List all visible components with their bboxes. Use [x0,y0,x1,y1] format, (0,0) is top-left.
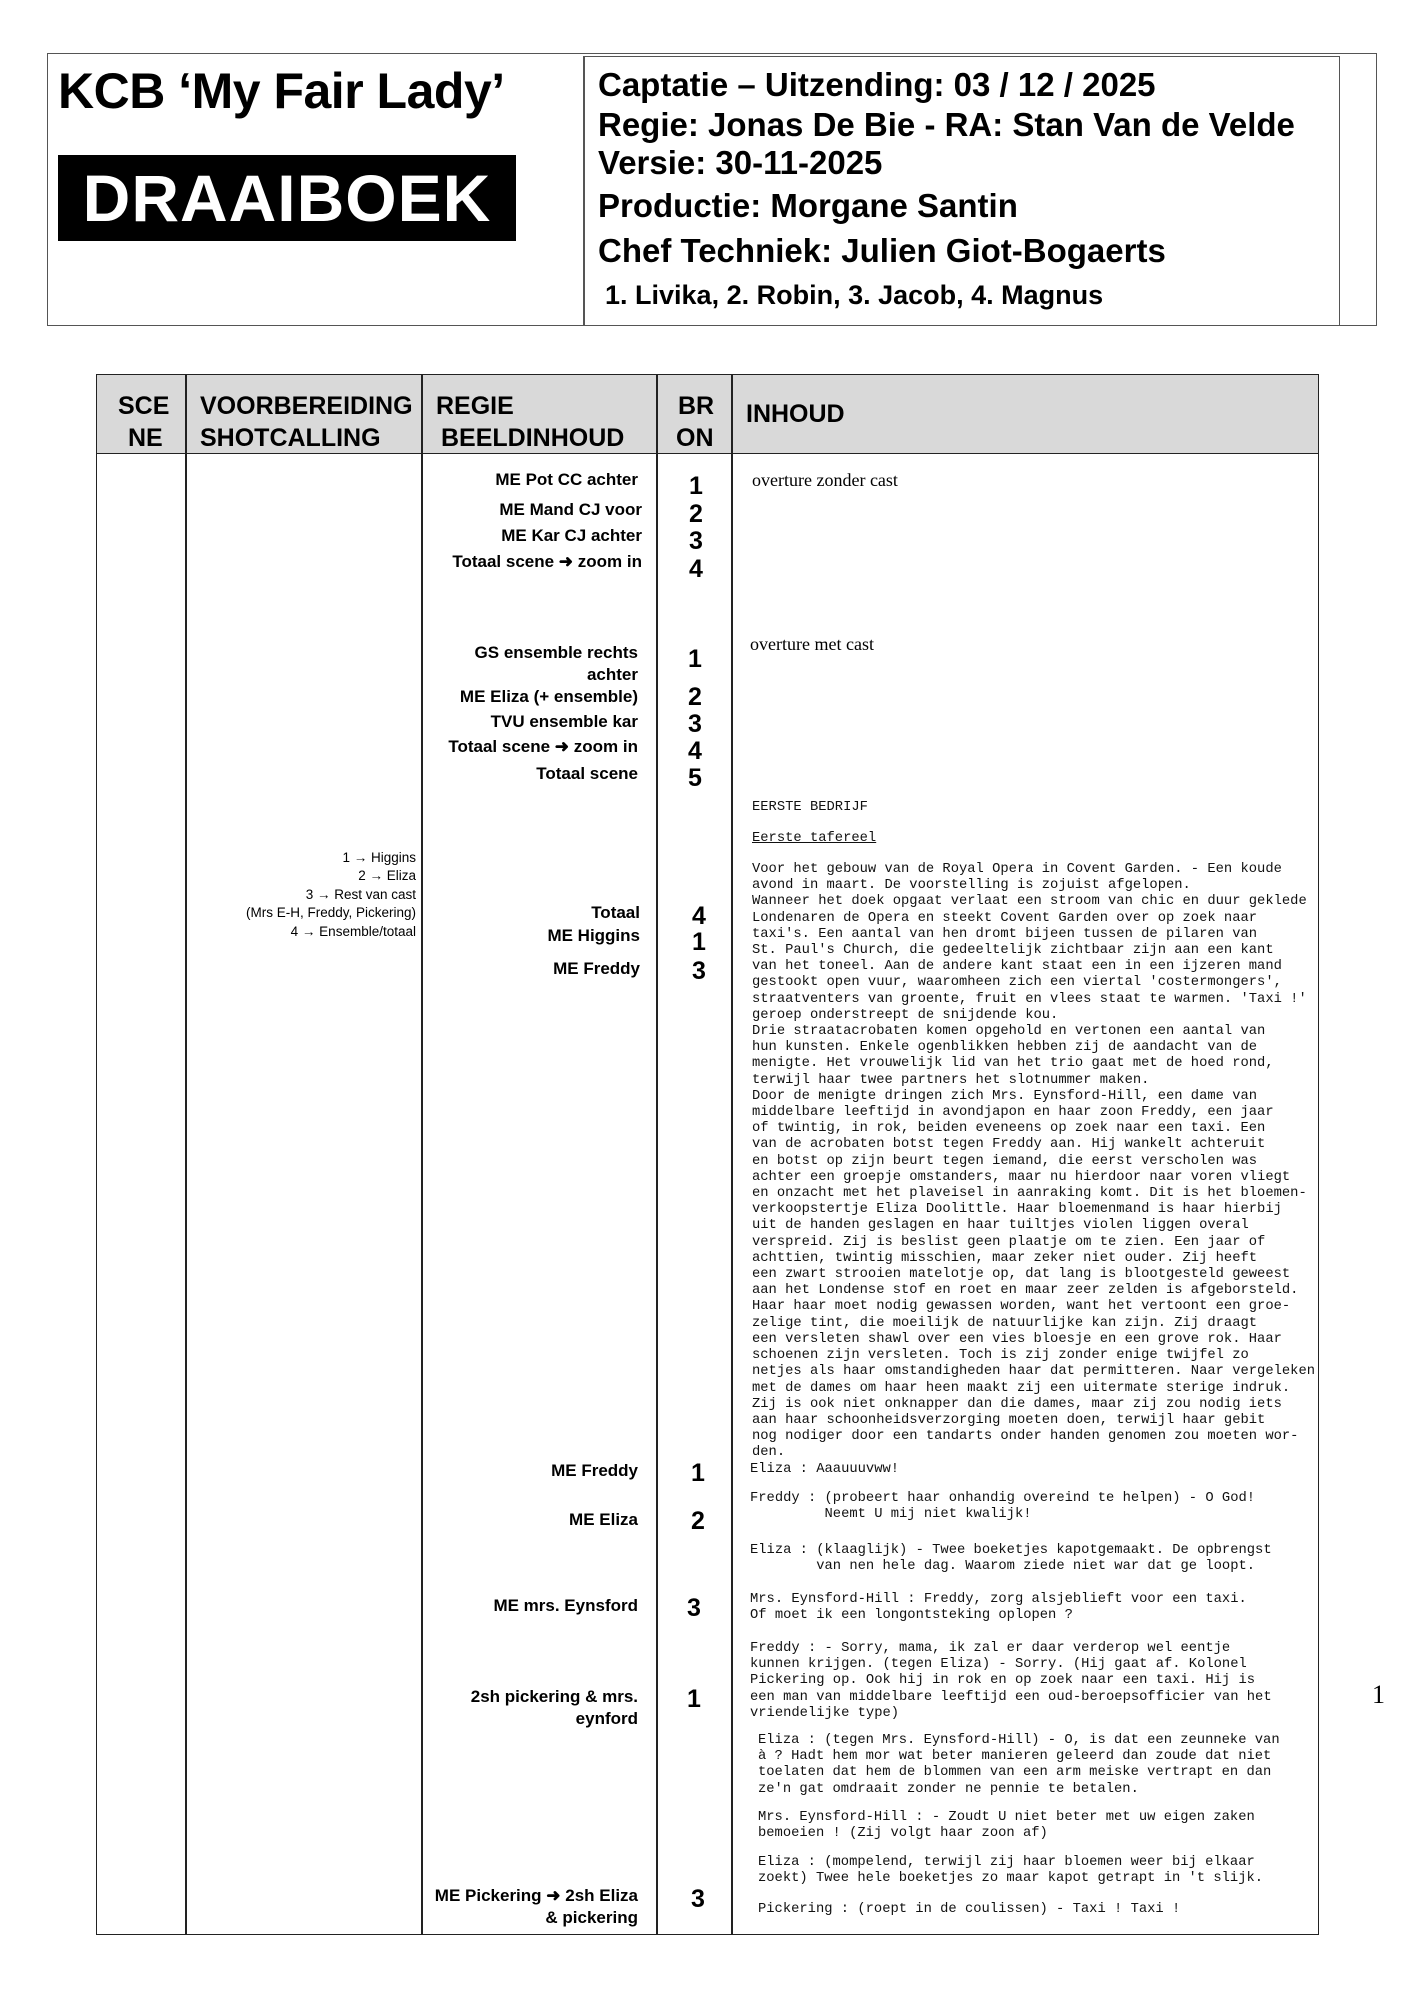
shot-label: ME Freddy [553,959,640,978]
shot-label: eynford [575,1709,638,1728]
versie-line: Versie: 30-11-2025 [598,144,883,181]
camera-operators-line: 1. Livika, 2. Robin, 3. Jacob, 4. Magnus [605,280,1104,310]
shot-label: Totaal scene [536,764,638,783]
camera-number: 3 [688,710,702,738]
column-divider [731,375,733,1934]
shot-label: Totaal scene ➜ zoom in [452,552,642,571]
script-line: Eliza : (klaaglijk) - Twee boeketjes kapotgemaakt. De opbrengst van nen hele dag. Waarom ziede niet war dat ge loopt. [750,1543,1272,1575]
shot-label: 2sh pickering & mrs. [470,1687,638,1706]
shot-label: ME Higgins [547,926,640,945]
camera-number: 3 [691,1885,705,1913]
script-line: Mrs. Eynsford-Hill : Freddy, zorg alsjeblieft voor een taxi. Of moet ik een longontsteking oplopen ? [750,1592,1247,1624]
column-header-prep: VOORBEREIDING [200,392,413,420]
shot-label: achter [586,665,638,684]
shot-label: ME Eliza [569,1510,638,1529]
scene-heading: Eerste tafereel [752,831,877,846]
shot-label: ME Mand CJ voor [499,500,642,519]
shot-label: TVU ensemble kar [490,712,638,731]
script-line: Pickering : (roept in de coulissen) - Taxi ! Taxi ! [758,1902,1181,1917]
captatie-line: Captatie – Uitzending: 03 / 12 / 2025 [598,66,1156,103]
shotcalling-note: 3 → Rest van cast [305,887,416,902]
camera-number: 4 [688,737,702,765]
column-header-scene: NE [128,424,163,452]
column-header-bron: ON [676,424,714,452]
column-header-prep: SHOTCALLING [200,424,381,452]
act-heading: EERSTE BEDRIJF [752,800,868,815]
shotcalling-note: (Mrs E-H, Freddy, Pickering) [245,905,416,920]
shot-label: ME Pickering ➜ 2sh Eliza [434,1886,638,1905]
productie-line: Productie: Morgane Santin [598,187,1018,224]
camera-number: 2 [691,1507,705,1535]
shotcalling-note: 2 → Eliza [358,868,416,883]
camera-number: 2 [688,683,702,711]
camera-number: 3 [687,1594,701,1622]
shot-label: ME Freddy [551,1461,638,1480]
regie-line: Regie: Jonas De Bie - RA: Stan Van de Velde [598,106,1295,143]
camera-number: 1 [691,1459,705,1487]
script-line: Eliza : (tegen Mrs. Eynsford-Hill) - O, is dat een zeunneke van à ? Hadt hem mor wat beter manieren geleerd dan zoude dat niet toelaten dat hem de blommen van een arm meiske vertrapt en dan ze'n gat omdraait zonder ne pennie te betalen. [758,1733,1280,1797]
document-title: KCB ‘My Fair Lady’ [58,63,505,119]
camera-number: 3 [689,527,703,555]
chef-techniek-line: Chef Techniek: Julien Giot-Bogaerts [598,232,1166,269]
stage-direction: Voor het gebouw van de Royal Opera in Covent Garden. - Een koude avond in maart. De voorstelling is zojuist afgelopen. Wanneer het doek opgaat verlaat een stroom van chic en duur geklede Londenaren de Opera en steekt Covent Garden over op zoek naar taxi's. Een aantal van hen dromt bijeen tussen de pilaren van St. Paul's Church, die gedeeltelijk zichtbaar zijn aan een kant van het toneel. Aan de andere kant staat een in een ijzeren mand gestookt open vuur, waaromheen zich een viertal 'costermongers', straatventers van groente, fruit en vlees staat te warmen. 'Taxi !' geroep onderstreept de snijdende kou. Drie straatacrobaten komen opgehold en vertonen een aantal van hun kunsten. Enkele ogenblikken hebben zij de aandacht van de menigte. Het vrouwelijk lid van het trio gaat met de hoed rond, terwijl haar twee partners het slotnummer maken. Door de menigte dringen zich Mrs. Eynsford-Hill, een dame van middelbare leeftijd in avondjapon en haar zoon Freddy, een jaar of twintig, in rok, beiden eveneens op zoek naar een taxi. Een van de acrobaten botst tegen Freddy aan. Hij wankelt achteruit en botst op zijn beurt tegen iemand, die eerst verscholen was achter een groepje omstanders, maar nu hierdoor naar voren vliegt en onzacht met het plaveisel in aanraking komt. Dit is het bloemen- verkoopstertje Eliza Doolittle. Haar bloemenmand is haar hierbij uit de handen geslagen en haar tuiltjes violen liggen overal verspreid. Zij is beslist geen plaatje om te zien. Een jaar of achttien, twintig misschien, maar zeker niet ouder. Zij heeft een zwart strooien matelotje op, dat lang is blootgesteld geweest aan het Londense stof en roet en maar zeer zelden is afgeborsteld. Haar haar moet nodig gewassen worden, want het vertoont een groe- zelige tint, die moeilijk de natuurlijke kan zijn. Zij draagt een versleten shawl over een vies bloesje en een grove rok. Haar schoenen zijn versleten. Toch is zij zonder enige twijfel zo netjes als haar omstandigheden haar dat permitteren. Naar vergeleken met de dames om haar heen maakt zij een uitermate sterige indruk. Zij is ook niet onknapper dan die dames, maar zij zou nodig iets aan haar schoonheidsverzorging moeten doen, terwijl haar gebit nog nodiger door een tandarts onder handen genomen zou moeten wor- den. [752,862,1316,1461]
shotcalling-note: 4 → Ensemble/totaal [290,924,416,939]
content-note: overture zonder cast [752,470,898,490]
column-header-inhoud: INHOUD [746,400,845,428]
column-header-scene: SCE [118,392,170,420]
camera-number: 4 [689,555,703,583]
column-header-bron: BR [678,392,715,420]
column-divider [656,375,658,1934]
camera-number: 4 [692,902,706,930]
shot-label: GS ensemble rechts [474,643,638,662]
column-header-regie: BEELDINHOUD [441,424,625,452]
shot-label: ME Kar CJ achter [501,526,642,545]
shotcalling-note: 1 → Higgins [342,850,416,865]
camera-number: 2 [689,500,703,528]
column-divider [185,375,187,1934]
script-line: Freddy : - Sorry, mama, ik zal er daar verderop wel eentje kunnen krijgen. (tegen Eliza) - Sorry. (Hij gaat af. Kolonel Pickering op. Ook hij in rok en op zoek naar een taxi. Hij is een man van middelbare leeftijd een oud-beroepsofficier van het vriendelijke type) [750,1641,1272,1721]
script-line: Mrs. Eynsford-Hill : - Zoudt U niet beter met uw eigen zaken bemoeien ! (Zij volgt haar zoon af) [758,1810,1255,1842]
content-note: overture met cast [750,634,874,654]
shot-label: ME Pot CC achter [495,470,638,489]
shot-label: ME Eliza (+ ensemble) [459,687,638,706]
camera-number: 1 [688,645,702,673]
camera-number: 3 [692,957,706,985]
camera-number: 1 [687,1685,701,1713]
shot-label: ME mrs. Eynsford [493,1596,638,1615]
script-line: Eliza : (mompelend, terwijl zij haar bloemen weer bij elkaar zoekt) Twee hele boeketjes zo maar kapot getrapt in 't slijk. [758,1855,1264,1887]
camera-number: 5 [688,764,702,792]
shot-label: Totaal [591,903,640,922]
script-line: Freddy : (probeert haar onhandig overeind te helpen) - O God! Neemt U mij niet kwalijk! [750,1491,1256,1523]
column-header-regie: REGIE [436,392,514,420]
page-number: 1 [1372,1680,1385,1709]
shot-label: Totaal scene ➜ zoom in [448,737,638,756]
camera-number: 1 [689,472,703,500]
draaiboek-badge: DRAAIBOEK [58,155,516,241]
shot-label: & pickering [545,1908,638,1927]
script-line: Eliza : Aaauuuvww! [750,1462,900,1477]
camera-number: 1 [692,928,706,956]
